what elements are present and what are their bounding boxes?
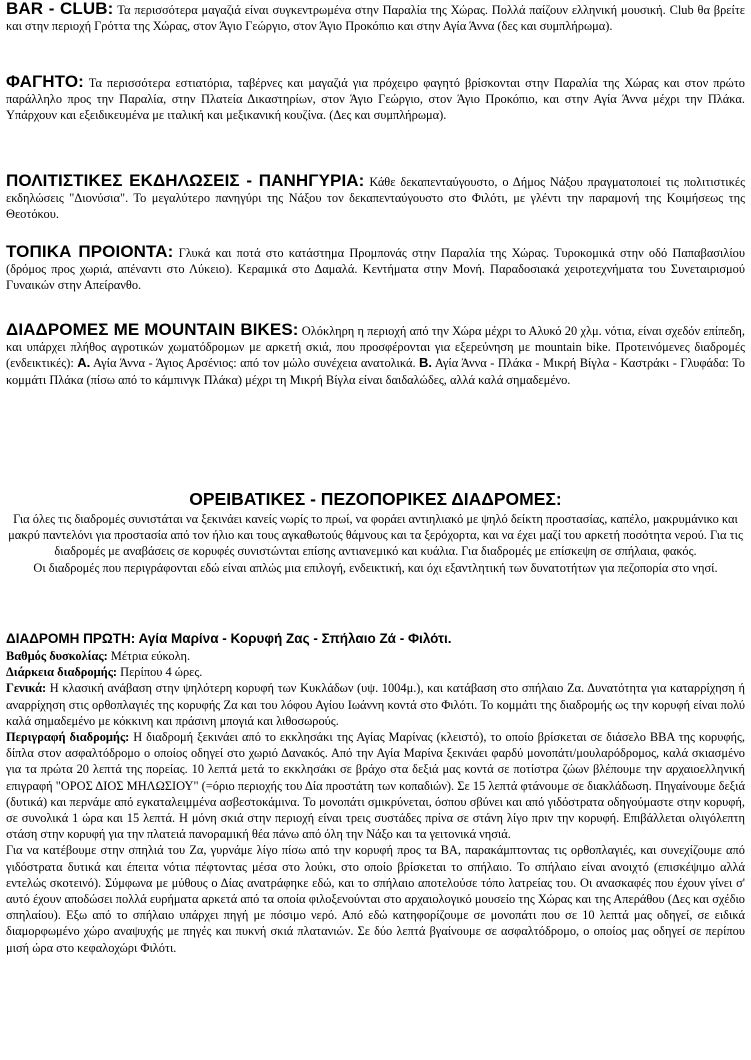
section-text: Κάθε δεκαπενταύγουστο, ο Δήμος Νάξου πραγματοποιεί τις πολιτιστικές εκδηλώσεις "Διονύσια". Το μεγαλύτερο πανηγύρι της Νάξου τον δεκαπενταύγουστο στο Φιλότι, με γλέντι την παραμονή της Κοιμήσεως της Θεοτόκου. [6, 175, 745, 222]
section-heading: ΦΑΓΗΤΟ: [6, 72, 84, 91]
section-text: Τα περισσότερα μαγαζιά είναι συγκεντρωμένα στην Παραλία της Χώρας. Πολλά παίζουν ελληνική μουσική. Club θα βρείτε και στην περιοχή Γρόττα της Χώρας, στον Άγιο Γεώργιο, στον Άγιο Προκόπιο και στην Αγία Άννα (δες και συμπλήρωμα). [6, 3, 745, 34]
section-heading: ΠΟΛΙΤΙΣΤΙΚΕΣ ΕΚΔΗΛΩΣΕΙΣ - ΠΑΝΗΓΥΡΙΑ: [6, 171, 365, 190]
hiking-note: Οι διαδρομές που περιγράφονται εδώ είναι απλώς μια επιλογή, ενδεικτική, και όχι εξαντλητική των δυνατοτήτων για πεζοπορία στο νησί. [33, 560, 718, 575]
route-a-text: Αγία Άννα - Άγιος Αρσένιος: από τον μώλο συνέχεια ανατολικά. [90, 356, 420, 371]
descent-text: Για να κατέβουμε στην σπηλιά του Ζα, γυρνάμε λίγο πίσω από την κορυφή προς τα ΒΑ, παρακάμπτοντας τις ορθοπλαγιές, και συνεχίζουμε από γιδόστρατα δυτικά και έπειτα νότια πέφτοντας μέσα στο λούκι, στο οποίο βρίσκεται το σπήλαιο. Το σπήλαιο είναι ανοιχτό (επισκέψιμο αλλά εντελώς σκοτεινό). Σύμφωνα με μύθους ο Δίας ανατράφηκε εδώ, και το σπήλαιο αποτελούσε τόπο λατρείας του. Οι ανασκαφές που έχουν γίνει σ' αυτό έχουν αποδώσει πολλά ευρήματα αρκετά από τα οποία φιλοξενούνται στο αρχαιολογικό μουσείο της Χώρας και της Απεράθου (Δες και σχέδιο σπηλαίου). Εξω από το σπήλαιο υπάρχει πηγή με πόσιμο νερό. Από εδώ κατηφορίζουμε σε μονοπάτι που σε 10 λεπτά μας οδηγεί, σε ειδικά διαμορφωμένο χώρο αναψυχής με πηγές και πυκνή σκιά πλατανιών. Σε δύο λεπτά βγαίνουμε σε ασφαλτόδρομο, ο οποίος μας οδηγεί σε περίπου μισή ώρα στο κεφαλοχώρι Φιλότι. [6, 843, 745, 955]
hiking-title: ΟΡΕΙΒΑΤΙΚΕΣ - ΠΕΖΟΠΟΡΙΚΕΣ ΔΙΑΔΡΟΜΕΣ: [189, 489, 562, 509]
difficulty-value: Μέτρια εύκολη. [107, 649, 191, 663]
section-mountain-bikes [6, 322, 745, 388]
general-label: Γενικά: [6, 681, 47, 696]
section-text: Γλυκά και ποτά στο κατάστημα Προμπονάς στην Παραλία της Χώρας. Τυροκομικά στην οδό Παπαβασιλίου (δρόμος προς χωριά, απέναντι στο Λύκειο). Κεραμικά στο Δαμαλά. Κεντήματα στην Μονή. Παραδοσιακά χειροτεχνήματα του Συνεταιρισμού Γυναικών στην Απείρανθο. [6, 246, 745, 293]
section-bar-club [6, 1, 745, 34]
description-label: Περιγραφή διαδρομής: [6, 730, 130, 745]
section-text: Τα περισσότερα εστιατόρια, ταβέρνες και μαγαζιά για πρόχειρο φαγητό βρίσκονται στην Παραλία της Χώρας και στον πρώτο παράλληλο προς την Παραλία, στην Πλατεία Δικαστηρίων, στον Άγιο Γεώργιο, στον Άγιο Προκόπιο, και στην Αγία Άννα μέχρι την Πλάκα. Υπάρχουν και εξειδικευμένα με ιταλική και μεξικανική κουζίνα. (Δες και συμπλήρωμα). [6, 76, 745, 123]
duration-value: Περίπου 4 ώρες. [117, 665, 203, 680]
section-heading: BAR - CLUB: [6, 0, 114, 18]
route-b-text: Αγία Άννα - Πλάκα - Μικρή Βίγλα - Καστράκι - Γλυφάδα: Το κομμάτι Πλάκα (πίσω από το κάμπινγκ Πλάκα) μέχρι τη Μικρή Βίγλα είναι δαιδαλώδες, αλλά καλά σημαδεμένο. [6, 356, 745, 387]
section-cultural-events [6, 173, 745, 223]
route-b-label: Β. [419, 355, 433, 371]
section-text: Ολόκληρη η περιοχή από την Χώρα μέχρι το Αλυκό 20 χλμ. νότια, είναι σχεδόν επίπεδη, και υπάρχει πλήθος αγροτικών χωματόδρομων με αρκετή σκιά, που προσφέρονται για εξερεύνηση με mountain bike. Προτεινόμενες διαδρομές (ενδεικτικές): [6, 324, 745, 371]
route-a-label: Α. [77, 355, 91, 371]
section-local-products [6, 244, 745, 294]
difficulty-label: Βαθμός δυσκολίας: [6, 649, 108, 663]
general-text: Η κλασική ανάβαση στην ψηλότερη κορυφή των Κυκλάδων (υψ. 1004μ.), και κατάβαση στο σπήλαιο Ζα. Δυνατότητα για καταρρίχηση ή αναρρίχηση στις ορθοπλαγιές της κορυφής Ζα και του λόφου Αγίου Ιωάννη κοντά στο Φιλότι. Το κομμάτι της διαδρομής ως την κορυφή είναι πολύ καλά σημαδεμένο με κόκκινη και πράσινη μπογιά και λιθοσωρούς. [6, 681, 745, 728]
duration-label: Διάρκεια διαδρομής: [6, 665, 118, 680]
section-heading: ΤΟΠΙΚΑ ΠΡΟΙΟΝΤΑ: [6, 242, 174, 261]
hiking-intro: Για όλες τις διαδρομές συνιστάται να ξεκινάει κανείς νωρίς το πρωί, να φοράει αντιηλιακό με ψηλό δείκτη προστασίας, καπέλο, μακρυμάνικο και μακρύ παντελόνι για προστασία από τον ήλιο και τους αγκαθωτούς θάμνους και τα ξερόχορτα, και να έχει μαζί του αρκετή ποσότητα νερού. Για τις διαδρομές με αναβάσεις σε κορυφές συνιστώνται επίσης αντιανεμικό και κυάλια. Για διαδρομές με επίσκεψη σε σπήλαια, φακός. [8, 512, 743, 559]
section-hiking [6, 488, 745, 576]
section-route-one [6, 630, 745, 956]
section-heading: ΔΙΑΔΡΟΜΕΣ ΜΕ MOUNTAIN BIKES: [6, 320, 299, 339]
route-title: ΔΙΑΔΡΟΜΗ ΠΡΩΤΗ: Αγία Μαρίνα - Κορυφή Ζας - Σπήλαιο Ζά - Φιλότι. [6, 631, 452, 646]
section-food [6, 74, 745, 124]
description-text: Η διαδρομή ξεκινάει από το εκκλησάκι της Αγίας Μαρίνας (κλειστό), το οποίο βρίσκεται σε διάσελο ΒΒΑ της κορυφής, δίπλα στον ασφαλτόδρομο ο οποίος οδηγεί στο χωριό Δανακός. Από την Αγία Μαρίνα ξεκινάει φαρδύ μονοπάτι/μουλαρόδρομος, καλά σκιασμένο για τα πρώτα 20 λεπτά της πορείας. 10 λεπτά μετά το εκκλησάκι σε βράχο στα δεξιά μας κοντά σε ποτίστρα ζώων βλέπουμε την αρχαιοελληνική επιγραφή "ΟΡΟΣ ΔΙΟΣ ΜΗΛΩΣΙΟΥ" (=όριο περιοχής του Δία προστάτη των κοπαδιών). Σε 15 λεπτά φτάνουμε σε διακλάδωση. Πηγαίνουμε δεξιά (δυτικά) και περνάμε από εγκαταλειμμένα ασβεστοκάμινα. Το μονοπάτι σμικρύνεται, όσπου σβύνει και από γιδόστρατα οδηγούμαστε στην κορυφή, σε συνολικά 1 ώρα και 15 λεπτά. Η μόνη σκιά στην περιοχή είναι τρεις συστάδες πρίνα σε στάνη λίγο πριν την κορυφή. Επιβάλλεται ολιγόλεπτη στάση στην κορυφή για την πλατειά πανοραμική θέα πάνω από όλη την Νάξο και τα γειτονικά νησιά. [6, 730, 745, 842]
